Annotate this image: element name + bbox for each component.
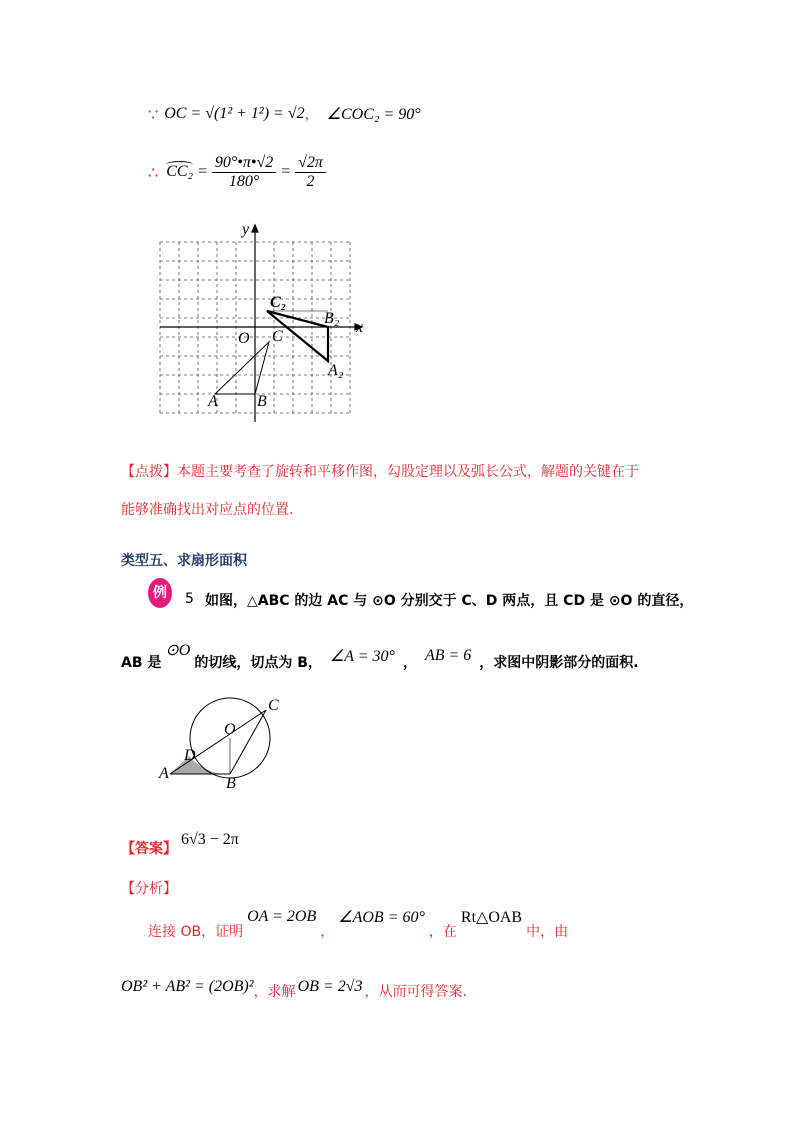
formula-oc: [148, 100, 421, 128]
analysis-line-2: OB² + AB² = (2OB)² ，求解 OB = 2√3 ，从而可得答案.: [121, 978, 467, 1000]
fraction-1: $\frac{90^\circ•\pi•√2}{180^\circ}$: [212, 154, 276, 191]
rt-triangle: Rt△OAB: [460, 909, 523, 926]
label-a: A: [208, 393, 218, 410]
label-o: O: [238, 330, 250, 347]
label-x: x: [356, 319, 364, 336]
example-line-2: AB 是 ⊙O 的切线，切点为 B， ∠A = 30° ， AB = 6 ，求图中阴影部分的面积.: [121, 642, 639, 671]
example-line-1: 如图，△ABC 的边 AC 与 ⊙O 分别交于 C、D 两点，且 CD 是 ⊙O 的直径，: [205, 593, 694, 609]
fraction-2: $\frac{√2\pi}{2}$: [295, 154, 326, 191]
answer-label: 【答案】: [121, 841, 177, 857]
example-badge: 例: [148, 578, 172, 608]
eq-pythagoras: OB² + AB² = (2OB)²: [121, 978, 254, 995]
triangle-abc: [215, 342, 269, 394]
label-c: C: [272, 328, 283, 345]
label-a: A: [159, 765, 169, 782]
answer-value: 6√3 − 2π: [181, 831, 239, 848]
label-b: B: [226, 775, 236, 792]
label-b: B: [257, 393, 267, 410]
arc-label: CC₂: [166, 163, 194, 180]
label-d: D: [184, 747, 196, 764]
rotation-grid-figure: [150, 222, 370, 432]
odot-o: ⊙O: [165, 642, 191, 659]
eq-ob: OB = 2√3: [297, 978, 363, 995]
label-b2: B₂: [324, 310, 340, 327]
analysis-label: 【分析】: [121, 881, 177, 897]
eq-angle-aob: ∠AOB = 60°: [338, 909, 425, 926]
eq-oa: OA = 2OB: [247, 908, 317, 925]
angle-equation: ∠COC₂ = 90°: [326, 106, 421, 123]
answer-row: [121, 832, 239, 856]
example-number: 5: [185, 591, 194, 607]
oc-equation: OC = √(1² + 1²) = √2: [164, 105, 305, 122]
label-y: y: [242, 222, 250, 238]
line-ac: [170, 710, 266, 774]
label-c: C: [268, 697, 279, 714]
label-o: O: [224, 721, 236, 738]
label-a2: A₂: [328, 362, 344, 379]
ab-length: AB = 6: [424, 647, 472, 664]
circle-tangent-figure: [150, 690, 300, 800]
section-title: 类型五、求扇形面积: [121, 553, 247, 569]
analysis-line-1: 连接 OB，证明 OA = 2OB ， ∠AOB = 60° ，在 Rt△OAB 中，由: [148, 908, 569, 940]
comma: ，: [304, 107, 319, 123]
because-symbol: ∵: [148, 104, 159, 124]
formula-arc: ∴ CC₂ = $\frac{90^\circ•\pi•√2}{180^\circ}$ = $\frac{√2\pi}{2}$: [148, 148, 326, 196]
label-c2: C₂: [270, 294, 287, 311]
angle-a: ∠A = 30°: [329, 648, 395, 665]
tip-paragraph: 【点拨】本题主要考查了旋转和平移作图，勾股定理以及弧长公式，解题的关键在于 能够准确找出对应点的位置.: [121, 464, 639, 518]
therefore-symbol: ∴: [148, 162, 159, 182]
